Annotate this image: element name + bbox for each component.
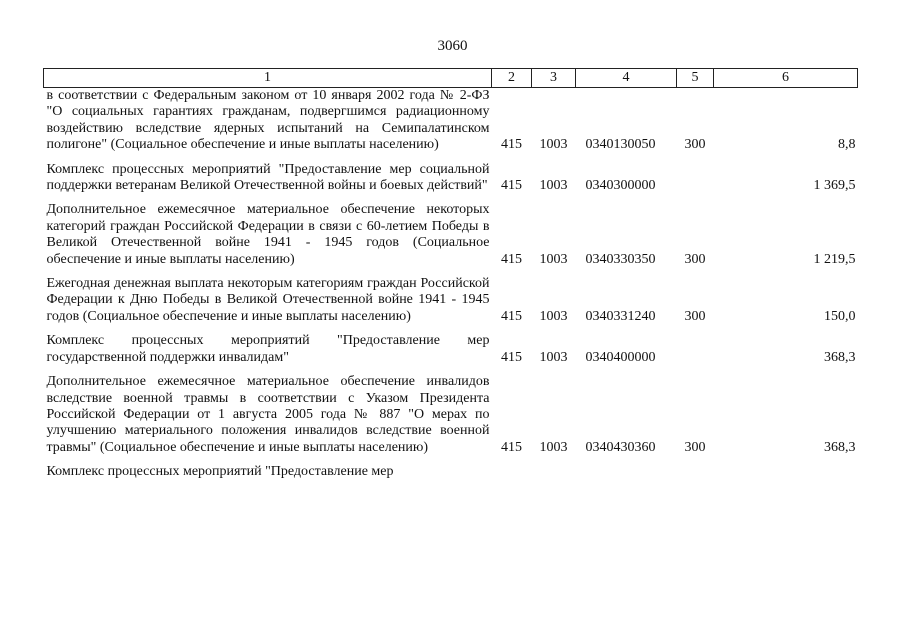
row-section-code: 1003: [539, 178, 568, 194]
row-section-code: 1003: [539, 251, 568, 267]
row-target-code: 0340400000: [585, 349, 656, 365]
budget-table: [43, 68, 858, 481]
row-section-code: 1003: [539, 439, 568, 455]
row-description: Ежегодная денежная выплата некоторым категориям граждан Российской Федерации к Дню Победы в Великой Отечественной войне 1941 - 1945 годов (Социальное обеспечение и иные выплаты населению): [46, 276, 490, 324]
row-description: в соответствии с Федеральным законом от 10 января 2002 года № 2-ФЗ "О социальных гарантиях гражданам, подвергшимся радиационному воздействию вследствие ядерных испытаний на Семипалатинском полигоне" (Социальное обеспечение и иные выплаты населению): [46, 88, 490, 153]
table-row: [44, 374, 858, 456]
row-section-code: 1003: [539, 349, 568, 365]
row-amount: 8,8: [838, 137, 856, 153]
row-target-code: 0340331240: [585, 308, 656, 324]
row-expense-type: 300: [684, 439, 706, 455]
row-target-code: [576, 464, 677, 480]
row-target-code: 0340330350: [585, 251, 656, 267]
row-description: Комплекс процессных мероприятий "Предоставление мер государственной поддержки инвалидам": [46, 333, 490, 365]
row-description: Комплекс процессных мероприятий "Предоставление мер социальной поддержки ветеранам Великой Отечественной войны и боевых действий": [46, 161, 490, 194]
table-row: [44, 88, 858, 154]
row-target-code: 0340430360: [585, 439, 656, 455]
row-section-code: [532, 464, 576, 480]
row-amount: 368,3: [824, 439, 856, 455]
row-target-code: 0340130050: [585, 137, 656, 153]
row-expense-type: [677, 333, 714, 366]
row-amount: 1 219,5: [813, 251, 856, 267]
row-expense-type: [677, 162, 714, 195]
row-ministry-code: 415: [501, 349, 522, 365]
page-number: 3060: [437, 38, 468, 54]
column-header: 2: [492, 69, 532, 88]
column-header: 5: [677, 69, 714, 88]
row-amount: 150,0: [824, 308, 856, 324]
row-expense-type: 300: [684, 137, 706, 153]
row-ministry-code: 415: [501, 178, 522, 194]
row-expense-type: [677, 464, 714, 480]
row-ministry-code: [492, 464, 532, 480]
row-description: Дополнительное ежемесячное материальное обеспечение некоторых категорий граждан Российской Федерации в связи с 60-летием Победы в Великой Отечественной войне 1941 - 1945 годов (Социальное обеспечение и иные выплаты населению): [46, 202, 490, 267]
column-header: 6: [714, 69, 858, 88]
row-amount: 1 369,5: [813, 178, 856, 194]
row-section-code: 1003: [539, 308, 568, 324]
table-row: [44, 202, 858, 268]
column-header: 1: [44, 69, 492, 88]
row-section-code: 1003: [539, 137, 568, 153]
table-row: [44, 162, 858, 195]
table-row: [44, 464, 858, 480]
row-ministry-code: 415: [501, 308, 522, 324]
row-ministry-code: 415: [501, 137, 522, 153]
column-header: 4: [576, 69, 677, 88]
row-description: Комплекс процессных мероприятий "Предоставление мер: [46, 464, 394, 480]
row-description: Дополнительное ежемесячное материальное обеспечение инвалидов вследствие военной травмы в соответствии с Указом Президента Российской Федерации от 1 августа 2005 года № 887 "О мерах по улучшению материального положения инвалидов вследствие военной травмы" (Социальное обеспечение и иные выплаты населению): [46, 374, 490, 455]
row-amount: [714, 464, 858, 480]
table-header-row: [44, 69, 858, 88]
column-header: 3: [532, 69, 576, 88]
table-row: [44, 333, 858, 366]
row-target-code: 0340300000: [585, 178, 656, 194]
row-amount: 368,3: [824, 349, 856, 365]
row-ministry-code: 415: [501, 251, 522, 267]
table-row: [44, 276, 858, 325]
row-expense-type: 300: [684, 308, 706, 324]
row-ministry-code: 415: [501, 439, 522, 455]
row-expense-type: 300: [684, 251, 706, 267]
